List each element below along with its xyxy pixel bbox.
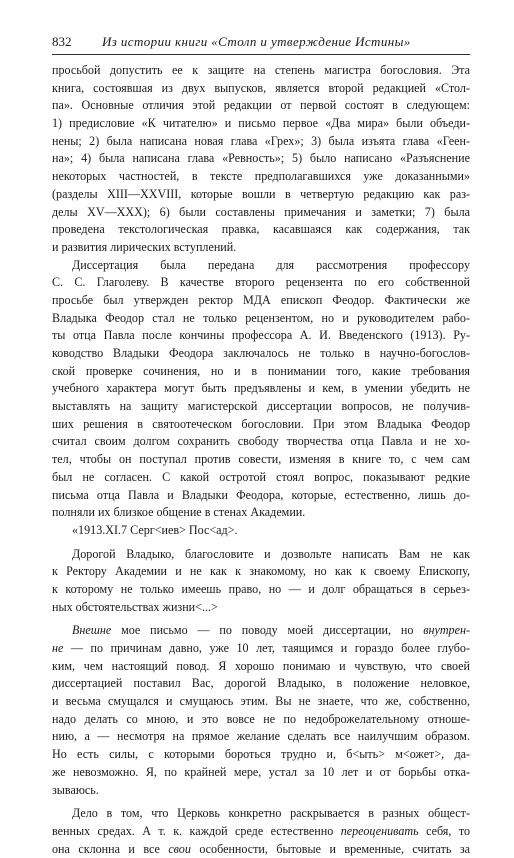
text-line: ших решения в святоотеческом богословии. При этом Владыка Феодор	[52, 416, 470, 431]
text-line: некоторых частностей, в тексте предполагавшихся уже доказанными»	[52, 169, 470, 184]
italic-word: внутрен-	[423, 623, 470, 638]
text-line: надо делать со мною, и это вовсе не по недоброжелательному отноше-	[52, 711, 470, 726]
text-line: ных обстоятельствах жизни<...>	[52, 599, 218, 614]
text-line: зываюсь.	[52, 782, 99, 797]
text-line: на»; 4) была написана глава «Ревность»; 5) было написано «Разъяснение	[52, 151, 470, 166]
text-line: Дело в том, что Церковь конкретно раскрывается в разных общест-	[72, 806, 470, 821]
text-line: и весьма смущался и смущаюсь этим. Вы не знаете, что же, собственно,	[52, 694, 470, 709]
text-line: тел, чтобы он поступал против совести, изменяя в книге то, с чем сам	[52, 452, 470, 467]
text-line: же невозможно. Я, по крайней мере, устал за 10 лет и от борьбы отка-	[52, 764, 470, 779]
text-line: и развития лирических вступлений.	[52, 239, 237, 254]
text-segment: мое письмо — по поводу моей диссертации, но	[111, 623, 424, 638]
text-segment: она склонна и все	[52, 841, 169, 856]
italic-word: переоценивать	[340, 823, 419, 838]
text-line	[52, 622, 470, 640]
text-line: считал своим долгом сохранить свободу творчества отца Павла и не хо-	[52, 434, 470, 449]
text-line: ководство Владыки Феодора заключалось не только в научно-богослов-	[52, 346, 470, 360]
text-line: Но есть силы, с которыми бороться трудно и, б<ыть> м<ожет>, да-	[52, 747, 470, 762]
paragraph	[52, 62, 470, 257]
text-line: нены; 2) была написана новая глава «Грех»; 3) была изъята глава «Геен-	[52, 133, 470, 148]
text-segment: — по причинам давно, уже 10 лет, таящимся и гораздо более глубо-	[63, 641, 470, 655]
paragraph	[52, 546, 470, 617]
paragraph	[52, 805, 470, 858]
text-line: ким, чем настоящий повод. Я хорошо понимаю и чувствую, что своей	[52, 658, 470, 673]
text-line: Диссертация была передана для рассмотрения профессору	[72, 257, 470, 272]
text-line: к которому не только имеешь право, но — и долг обращаться в серьез-	[52, 581, 470, 596]
text-line: учебного характера могут быть предъявлены и кем, в умении убедить не	[52, 381, 470, 396]
text-line: к Ректору Академии и не как к знакомому, но как к своему Епископу,	[52, 564, 470, 579]
paragraph	[52, 622, 470, 799]
text-segment: особенности, бытовые и временные, считать за	[190, 841, 470, 856]
text-line: Дорогой Владыко, благословите и дозвольте написать Вам не как	[72, 546, 470, 561]
text-segment: венных средах. А т. к. каждой среде естественно	[52, 823, 341, 838]
text-line: проведена текстологическая правка, касавшаяся как содержания, так	[52, 222, 470, 237]
body-text	[52, 62, 470, 858]
text-line: книга, состоявшая из двух выпусков, является второй редакцией «Стол-	[52, 80, 470, 95]
text-line: был не согласен. С какой остротой стоял вопрос, показывают редкие	[52, 469, 470, 484]
text-line: просьбой допустить ее к защите на степень магистра богословия. Эта	[52, 63, 470, 77]
text-line: С. С. Глаголеву. В качестве второго рецензента по его собственной	[52, 275, 470, 290]
text-line: нию, а — несмотря на прямое желание сделать все наилучшим образом.	[52, 729, 470, 744]
text-line: выставлять на защиту магистерской диссертации вопросов, не получив-	[52, 399, 470, 414]
text-line	[52, 640, 470, 658]
text-line: «1913.XI.7 Серг<иев> Пос<ад>.	[72, 522, 238, 537]
paragraph	[52, 257, 470, 522]
text-line: (разделы XIII—XXVIII, которые вошли в четвертую редакцию как раз-	[52, 186, 470, 201]
text-line	[52, 841, 470, 858]
text-line: 1) предисловие «К читателю» и письмо первое «Два мира» были объеди-	[52, 116, 470, 131]
paragraph	[52, 522, 470, 540]
italic-word: не	[52, 641, 64, 655]
text-line: па». Основные отличия этой редакции от первой состоят в следующем:	[52, 98, 470, 113]
running-title: Из истории книги «Столп и утверждение Истины»	[102, 34, 411, 49]
text-line: просьбе был утвержден ректор МДА епископ Феодор. Фактически же	[52, 292, 470, 307]
header-rule	[52, 54, 470, 55]
italic-word: Внешне	[72, 623, 112, 638]
text-line: делы XV—XXX); 6) были составлены примечания и заметки; 7) была	[52, 204, 470, 219]
text-line: Владыка Феодор стал не только рецензентом, но и руководителем рабо-	[52, 310, 470, 325]
text-segment: себя, то	[418, 823, 470, 838]
italic-word: свои	[168, 841, 191, 856]
text-line	[52, 823, 470, 841]
text-line: диссертацией поставил Вас, дорогой Владыко, в положение неловкое,	[52, 676, 470, 691]
text-line: ской проверке сочинения, но и в понимании того, какие требования	[52, 363, 470, 378]
running-header	[52, 33, 470, 51]
text-line: полняли их близкое общение в стенах Академии.	[52, 505, 306, 520]
text-line: письма отца Павла и Владыки Феодора, которые, естественно, лишь до-	[52, 487, 470, 502]
page-number: 832	[52, 34, 72, 49]
text-line: ты отца Павла после кончины профессора А. И. Введенского (1913). Ру-	[52, 328, 470, 343]
